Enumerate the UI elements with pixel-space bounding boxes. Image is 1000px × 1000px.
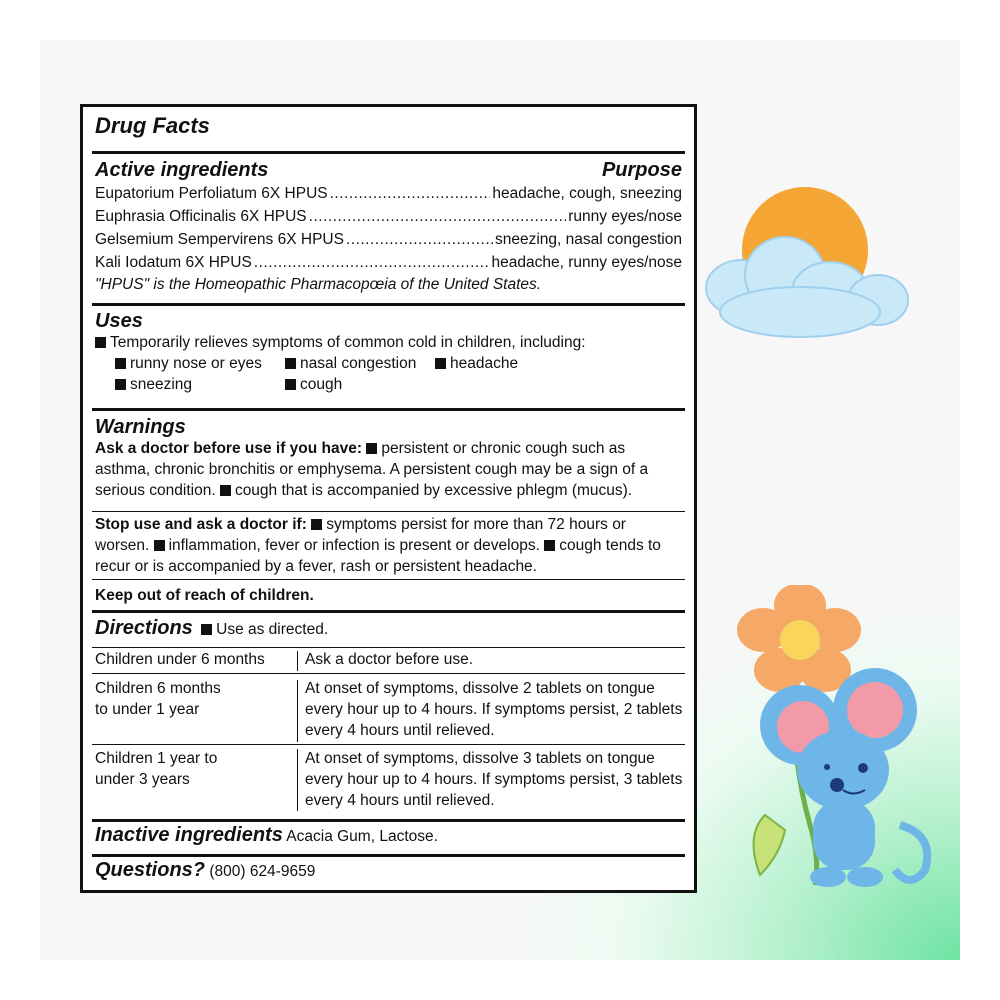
active-ingredients-section [83, 154, 694, 297]
inactive-text: Acacia Gum, Lactose. [286, 828, 438, 845]
tail [895, 825, 927, 880]
keep-out-text: Keep out of reach of children. [95, 587, 314, 604]
questions-section [83, 860, 694, 882]
ingredient-row: Kali Iodatum 6X HPUS ..... headache, runny eyes/nose [95, 250, 682, 273]
sun-cloud-illustration [700, 180, 920, 350]
uses-intro: Temporarily relieves symptoms of common cold in children, including: [110, 334, 586, 351]
hpus-note: "HPUS" is the Homeopathic Pharmacopœia of the United States. [95, 276, 542, 293]
ingredient-row: Eupatorium Perfoliatum 6X HPUS ..... headache, cough, sneezing [95, 181, 682, 204]
flower-icon [737, 585, 861, 692]
drug-facts-panel [80, 104, 697, 893]
stop-use-text: Stop use and ask a doctor if: symptoms persist for more than 72 hours or worsen. inflammation, fever or infection is present or develops. cough tends to recur or is accompanied by a fever, rash or persistent headache. [95, 516, 661, 575]
list-item: nasal congestion [285, 353, 435, 374]
drug-facts-title: Drug Facts [95, 113, 210, 138]
mouse-flower-illustration [725, 585, 940, 905]
cloud-icon [706, 237, 908, 337]
list-item: cough [285, 374, 435, 395]
list-item: runny nose or eyes [115, 353, 285, 374]
directions-table: Children under 6 months Ask a doctor before use. Children 6 months to under 1 year At onset of symptoms, dissolve 2 tablets on tongue every hour up to 4 hours. If symptoms persist, 2 tablets every 4 hours until relieved. Children 1 year to under 3 years At onset of symptoms, dissolve 3 tablets on tongue every hour up to 4 hours. If symptoms persist, 3 tablets every 4 hours until relieved. [92, 647, 685, 811]
list-item: headache [435, 353, 595, 374]
warnings-section [83, 417, 694, 501]
phone-number: (800) 624-9659 [209, 863, 316, 880]
active-ingredients-heading: Active ingredients [95, 159, 269, 181]
uses-section [83, 311, 694, 395]
directions-section [83, 618, 694, 640]
directions-intro: Use as directed. [216, 621, 329, 638]
list-item: sneezing [115, 374, 285, 395]
ask-doctor-text: Ask a doctor before use if you have: persistent or chronic cough such as asthma, chronic bronchitis or emphysema. A persistent cough may be a sign of a serious condition. cough that is accompanied by excessive phlegm (mucus). [95, 440, 649, 499]
warnings-heading: Warnings [95, 416, 186, 438]
symptom-list [95, 353, 682, 395]
inactive-heading: Inactive ingredients [95, 824, 283, 846]
mouse-icon [760, 668, 917, 887]
directions-heading: Directions [95, 617, 193, 639]
ingredient-row: Gelsemium Sempervirens 6X HPUS ..... sneezing, nasal congestion [95, 227, 682, 250]
uses-heading: Uses [95, 310, 143, 332]
leaf-icon [754, 815, 785, 875]
questions-heading: Questions? [95, 859, 206, 881]
inactive-section [83, 825, 694, 847]
purpose-heading: Purpose [601, 159, 682, 181]
ingredient-row: Euphrasia Officinalis 6X HPUS ..... runny eyes/nose [95, 204, 682, 227]
